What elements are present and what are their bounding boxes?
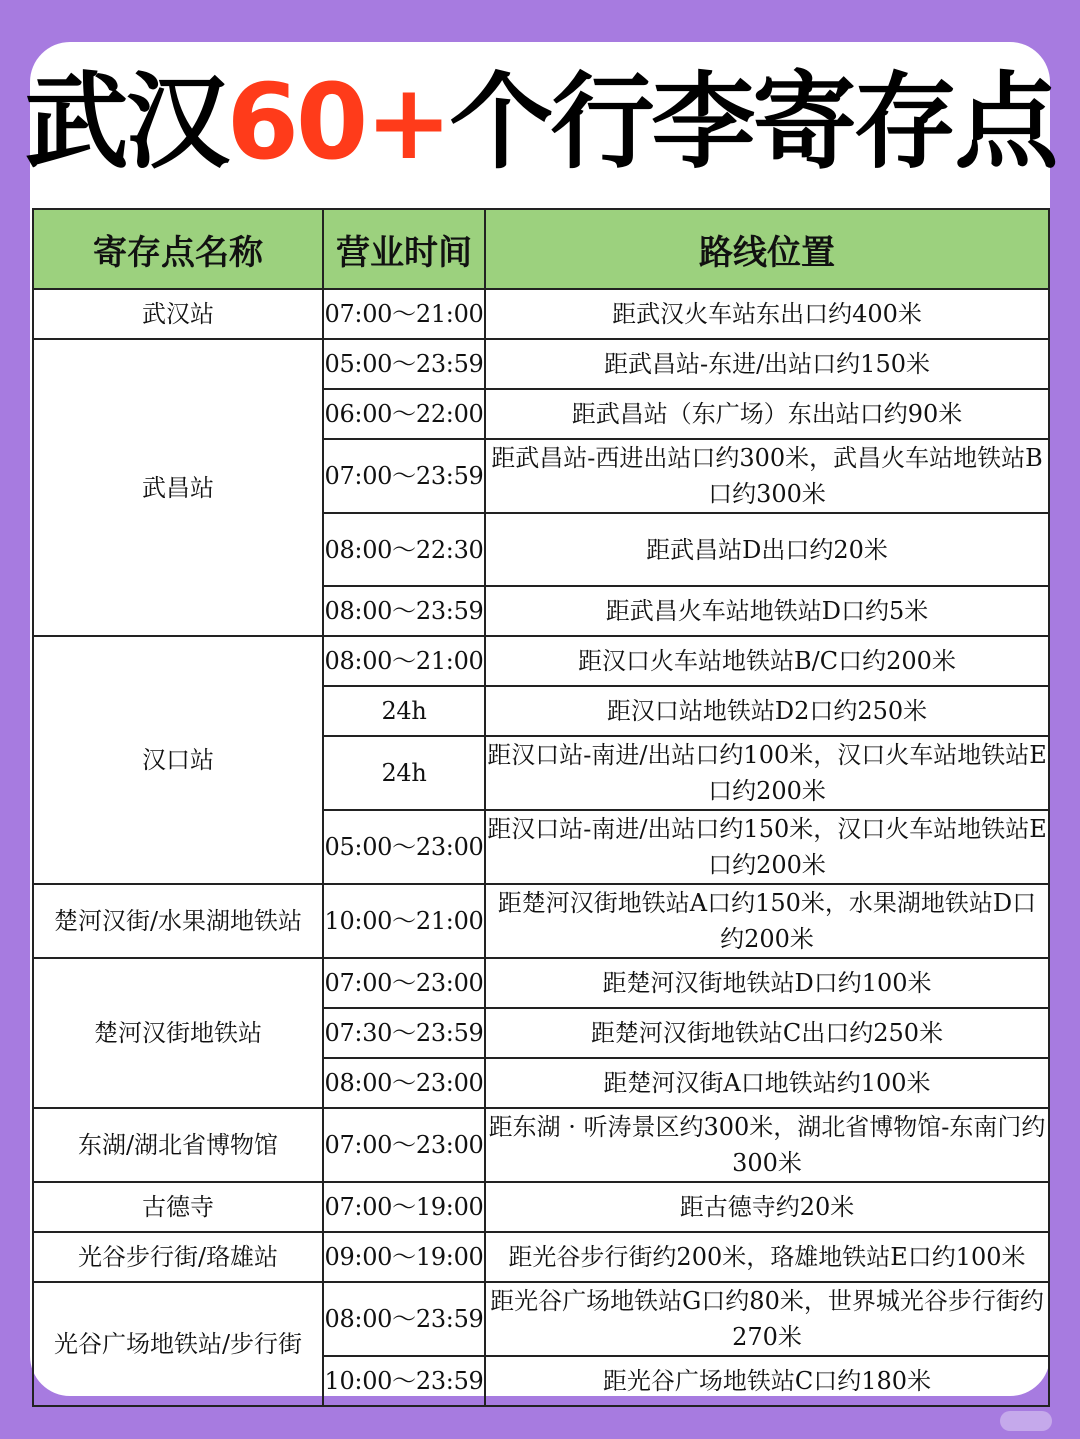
- route-location: 距光谷广场地铁站C口约180米: [485, 1356, 1049, 1406]
- opening-hours: 08:00～23:59: [323, 586, 485, 636]
- route-location: 距楚河汉街A口地铁站约100米: [485, 1058, 1049, 1108]
- route-location: 距楚河汉街地铁站A口约150米，水果湖地铁站D口约200米: [485, 884, 1049, 958]
- route-location: 距古德寺约20米: [485, 1182, 1049, 1232]
- opening-hours: 08:00～22:30: [323, 513, 485, 586]
- route-location: 距武昌站-东进/出站口约150米: [485, 339, 1049, 389]
- opening-hours: 07:00～19:00: [323, 1182, 485, 1232]
- table-row: [33, 339, 1049, 389]
- opening-hours: 07:00～23:00: [323, 958, 485, 1008]
- location-name: 光谷广场地铁站/步行街: [33, 1282, 323, 1406]
- opening-hours: 08:00～21:00: [323, 636, 485, 686]
- route-location: 距武昌火车站地铁站D口约5米: [485, 586, 1049, 636]
- table-row: [33, 1232, 1049, 1282]
- route-location: 距东湖 · 听涛景区约300米，湖北省博物馆-东南门约300米: [485, 1108, 1049, 1182]
- watermark-badge: [1000, 1411, 1052, 1431]
- location-name: 东湖/湖北省博物馆: [33, 1108, 323, 1182]
- route-location: 距武昌站D出口约20米: [485, 513, 1049, 586]
- header-route: 路线位置: [485, 209, 1049, 289]
- opening-hours: 07:00～23:59: [323, 439, 485, 513]
- location-name: 楚河汉街/水果湖地铁站: [33, 884, 323, 958]
- opening-hours: 09:00～19:00: [323, 1232, 485, 1282]
- opening-hours: 10:00～23:59: [323, 1356, 485, 1406]
- location-name: 武汉站: [33, 289, 323, 339]
- route-location: 距武昌站-西进出站口约300米，武昌火车站地铁站B口约300米: [485, 439, 1049, 513]
- table-row: [33, 289, 1049, 339]
- table-header-row: [33, 209, 1049, 289]
- opening-hours: 05:00～23:59: [323, 339, 485, 389]
- route-location: 距武汉火车站东出口约400米: [485, 289, 1049, 339]
- route-location: 距汉口站地铁站D2口约250米: [485, 686, 1049, 736]
- opening-hours: 06:00～22:00: [323, 389, 485, 439]
- page-title: [0, 42, 1080, 202]
- route-location: 距武昌站（东广场）东出站口约90米: [485, 389, 1049, 439]
- location-name: 光谷步行街/珞雄站: [33, 1232, 323, 1282]
- table-row: [33, 636, 1049, 686]
- location-name: 楚河汉街地铁站: [33, 958, 323, 1108]
- route-location: 距楚河汉街地铁站C出口约250米: [485, 1008, 1049, 1058]
- opening-hours: 07:00～21:00: [323, 289, 485, 339]
- header-name: 寄存点名称: [33, 209, 323, 289]
- opening-hours: 10:00～21:00: [323, 884, 485, 958]
- location-name: 武昌站: [33, 339, 323, 636]
- opening-hours: 07:30～23:59: [323, 1008, 485, 1058]
- title-accent: 60+: [226, 61, 450, 183]
- route-location: 距光谷广场地铁站G口约80米，世界城光谷步行街约270米: [485, 1282, 1049, 1356]
- route-location: 距汉口站-南进/出站口约150米，汉口火车站地铁站E口约200米: [485, 810, 1049, 884]
- table-row: [33, 958, 1049, 1008]
- title-part1: 武汉: [24, 61, 227, 183]
- table-row: [33, 1108, 1049, 1182]
- opening-hours: 08:00～23:00: [323, 1058, 485, 1108]
- opening-hours: 08:00～23:59: [323, 1282, 485, 1356]
- title-part2: 个行李寄存点: [449, 61, 1056, 183]
- location-name: 汉口站: [33, 636, 323, 884]
- table-row: [33, 884, 1049, 958]
- table-body: [33, 289, 1049, 1406]
- opening-hours: 05:00～23:00: [323, 810, 485, 884]
- opening-hours: 24h: [323, 736, 485, 810]
- route-location: 距汉口站-南进/出站口约100米，汉口火车站地铁站E口约200米: [485, 736, 1049, 810]
- table-row: [33, 1282, 1049, 1356]
- location-name: 古德寺: [33, 1182, 323, 1232]
- opening-hours: 24h: [323, 686, 485, 736]
- route-location: 距光谷步行街约200米，珞雄地铁站E口约100米: [485, 1232, 1049, 1282]
- route-location: 距汉口火车站地铁站B/C口约200米: [485, 636, 1049, 686]
- luggage-storage-table: [32, 208, 1050, 1407]
- opening-hours: 07:00～23:00: [323, 1108, 485, 1182]
- header-hours: 营业时间: [323, 209, 485, 289]
- route-location: 距楚河汉街地铁站D口约100米: [485, 958, 1049, 1008]
- table-row: [33, 1182, 1049, 1232]
